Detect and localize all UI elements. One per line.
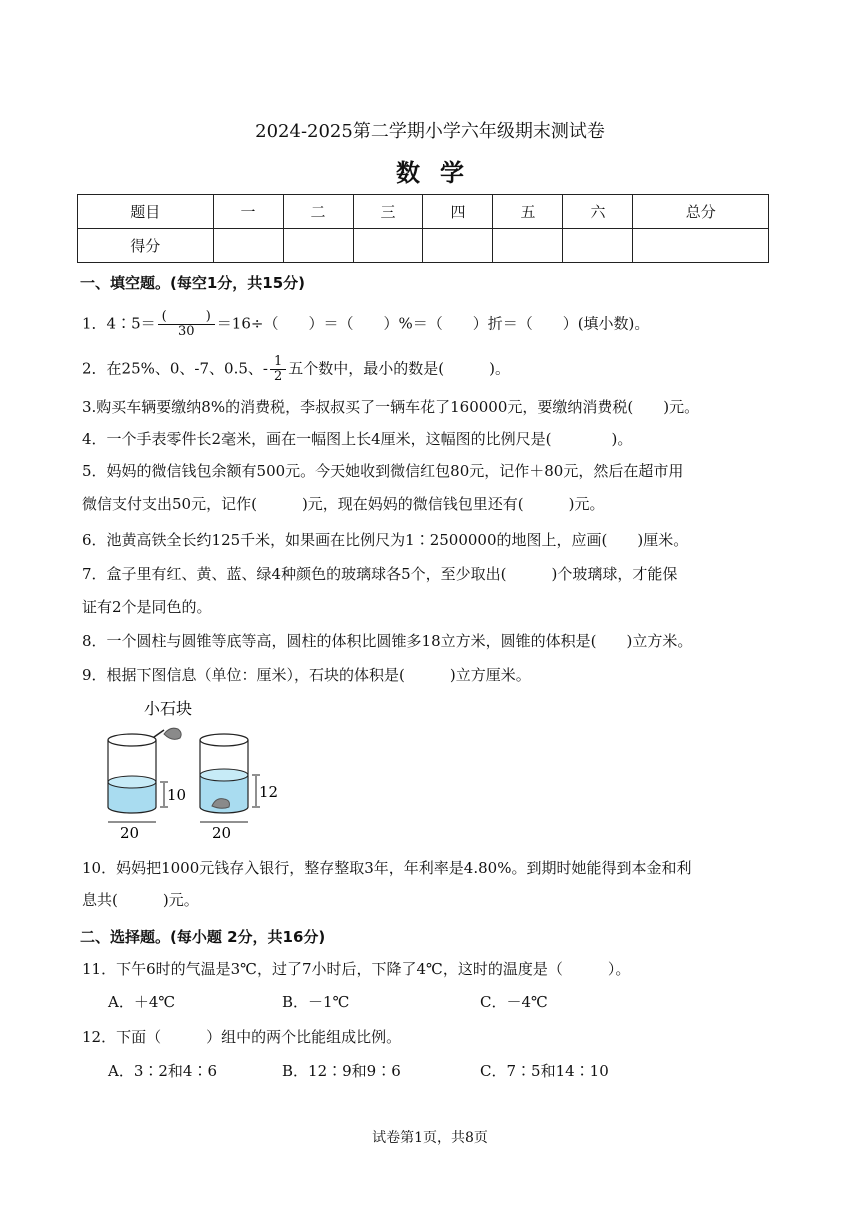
question-6: 6．池黄高铁全长约125千米，如果画在比例尺为1∶2500000的地图上，应画( )厘米。 [82, 531, 689, 549]
q11-option-a: A．＋4℃ [108, 993, 176, 1011]
q11-option-c: C．－4℃ [480, 993, 548, 1011]
score-table-score-row [78, 229, 769, 263]
score-cell: 题目 [78, 195, 214, 229]
score-cell: 一 [213, 195, 283, 229]
exam-title: 2024-2025第二学期小学六年级期末测试卷 [255, 121, 605, 142]
section1-heading: 一、填空题。(每空1分，共15分) [80, 274, 306, 292]
question-7-line1: 7．盒子里有红、黄、蓝、绿4种颜色的玻璃球各5个，至少取出( )个玻璃球，才能保 [82, 565, 678, 583]
q1-frac-den: 30 [177, 324, 195, 339]
question-2 [82, 355, 510, 384]
q2-frac-num: 1 [270, 355, 286, 370]
question-10-line1: 10．妈妈把1000元钱存入银行，整存整取3年，年利率是4.80%。到期时她能得到本金和利 [82, 859, 692, 877]
cylinder-figure [100, 692, 300, 842]
width-label-1: 20 [120, 824, 140, 842]
q11-option-b: B．－1℃ [282, 993, 350, 1011]
question-4: 4．一个手表零件长2毫米，画在一幅图上长4厘米，这幅图的比例尺是( )。 [82, 430, 633, 448]
height-label-2: 12 [259, 783, 279, 801]
question-10-line2: 息共( )元。 [82, 891, 199, 909]
question-5-line2: 微信支付支出50元，记作( )元，现在妈妈的微信钱包里还有( )元。 [82, 495, 605, 513]
stone-icon [164, 728, 181, 739]
score-cell: 五 [493, 195, 563, 229]
score-cell: 三 [353, 195, 423, 229]
question-7-line2: 证有2个是同色的。 [82, 598, 212, 616]
width-label-2: 20 [212, 824, 232, 842]
score-blank[interactable] [493, 229, 563, 263]
score-blank[interactable] [563, 229, 633, 263]
q12-option-b: B．12∶9和9∶6 [282, 1062, 401, 1080]
cylinder-1 [108, 734, 186, 842]
q2-fraction [270, 355, 286, 384]
q2-prefix: 2．在25%、0、-7、0.5、- [82, 359, 268, 378]
q1-frac-num: ( ) [158, 310, 215, 325]
stone-label: 小石块 [144, 699, 193, 718]
score-blank[interactable] [213, 229, 283, 263]
score-cell: 四 [423, 195, 493, 229]
q12-option-a: A．3∶2和4∶6 [108, 1062, 218, 1080]
question-9: 9．根据下图信息（单位：厘米），石块的体积是( )立方厘米。 [82, 666, 531, 684]
q2-suffix: 五个数中，最小的数是( )。 [288, 359, 510, 378]
score-cell: 二 [283, 195, 353, 229]
question-1 [82, 310, 649, 339]
q1-fraction [158, 310, 215, 339]
score-blank[interactable] [633, 229, 769, 263]
score-table-header-row [78, 195, 769, 229]
cylinder-2 [200, 734, 278, 842]
score-cell: 得分 [78, 229, 214, 263]
page-footer: 试卷第1页，共8页 [372, 1130, 488, 1146]
height-label-1: 10 [167, 786, 187, 804]
question-11: 11．下午6时的气温是3℃，过了7小时后，下降了4℃，这时的温度是（ ）。 [82, 960, 631, 978]
q1-prefix: 1．4∶5＝ [82, 314, 156, 333]
score-blank[interactable] [423, 229, 493, 263]
question-8: 8．一个圆柱与圆锥等底等高，圆柱的体积比圆锥多18立方米，圆锥的体积是( )立方米。 [82, 632, 693, 650]
q12-option-c: C．7∶5和14∶10 [480, 1062, 609, 1080]
question-12: 12．下面（ ）组中的两个比能组成比例。 [82, 1028, 402, 1046]
score-blank[interactable] [353, 229, 423, 263]
score-cell: 总分 [633, 195, 769, 229]
section2-heading: 二、选择题。(每小题 2分，共16分) [80, 928, 326, 946]
q2-frac-den: 2 [273, 369, 283, 384]
score-cell: 六 [563, 195, 633, 229]
score-blank[interactable] [283, 229, 353, 263]
question-3: 3.购买车辆要缴纳8%的消费税，李叔叔买了一辆车花了160000元，要缴纳消费税( )元。 [82, 398, 700, 416]
q1-suffix: ＝16÷（ ）＝（ ）%＝（ ）折＝（ ）(填小数)。 [216, 314, 650, 333]
question-5-line1: 5．妈妈的微信钱包余额有500元。今天她收到微信红包80元，记作＋80元，然后在超市用 [82, 462, 684, 480]
score-table [77, 194, 769, 263]
subject-title: 数学 [396, 158, 484, 187]
